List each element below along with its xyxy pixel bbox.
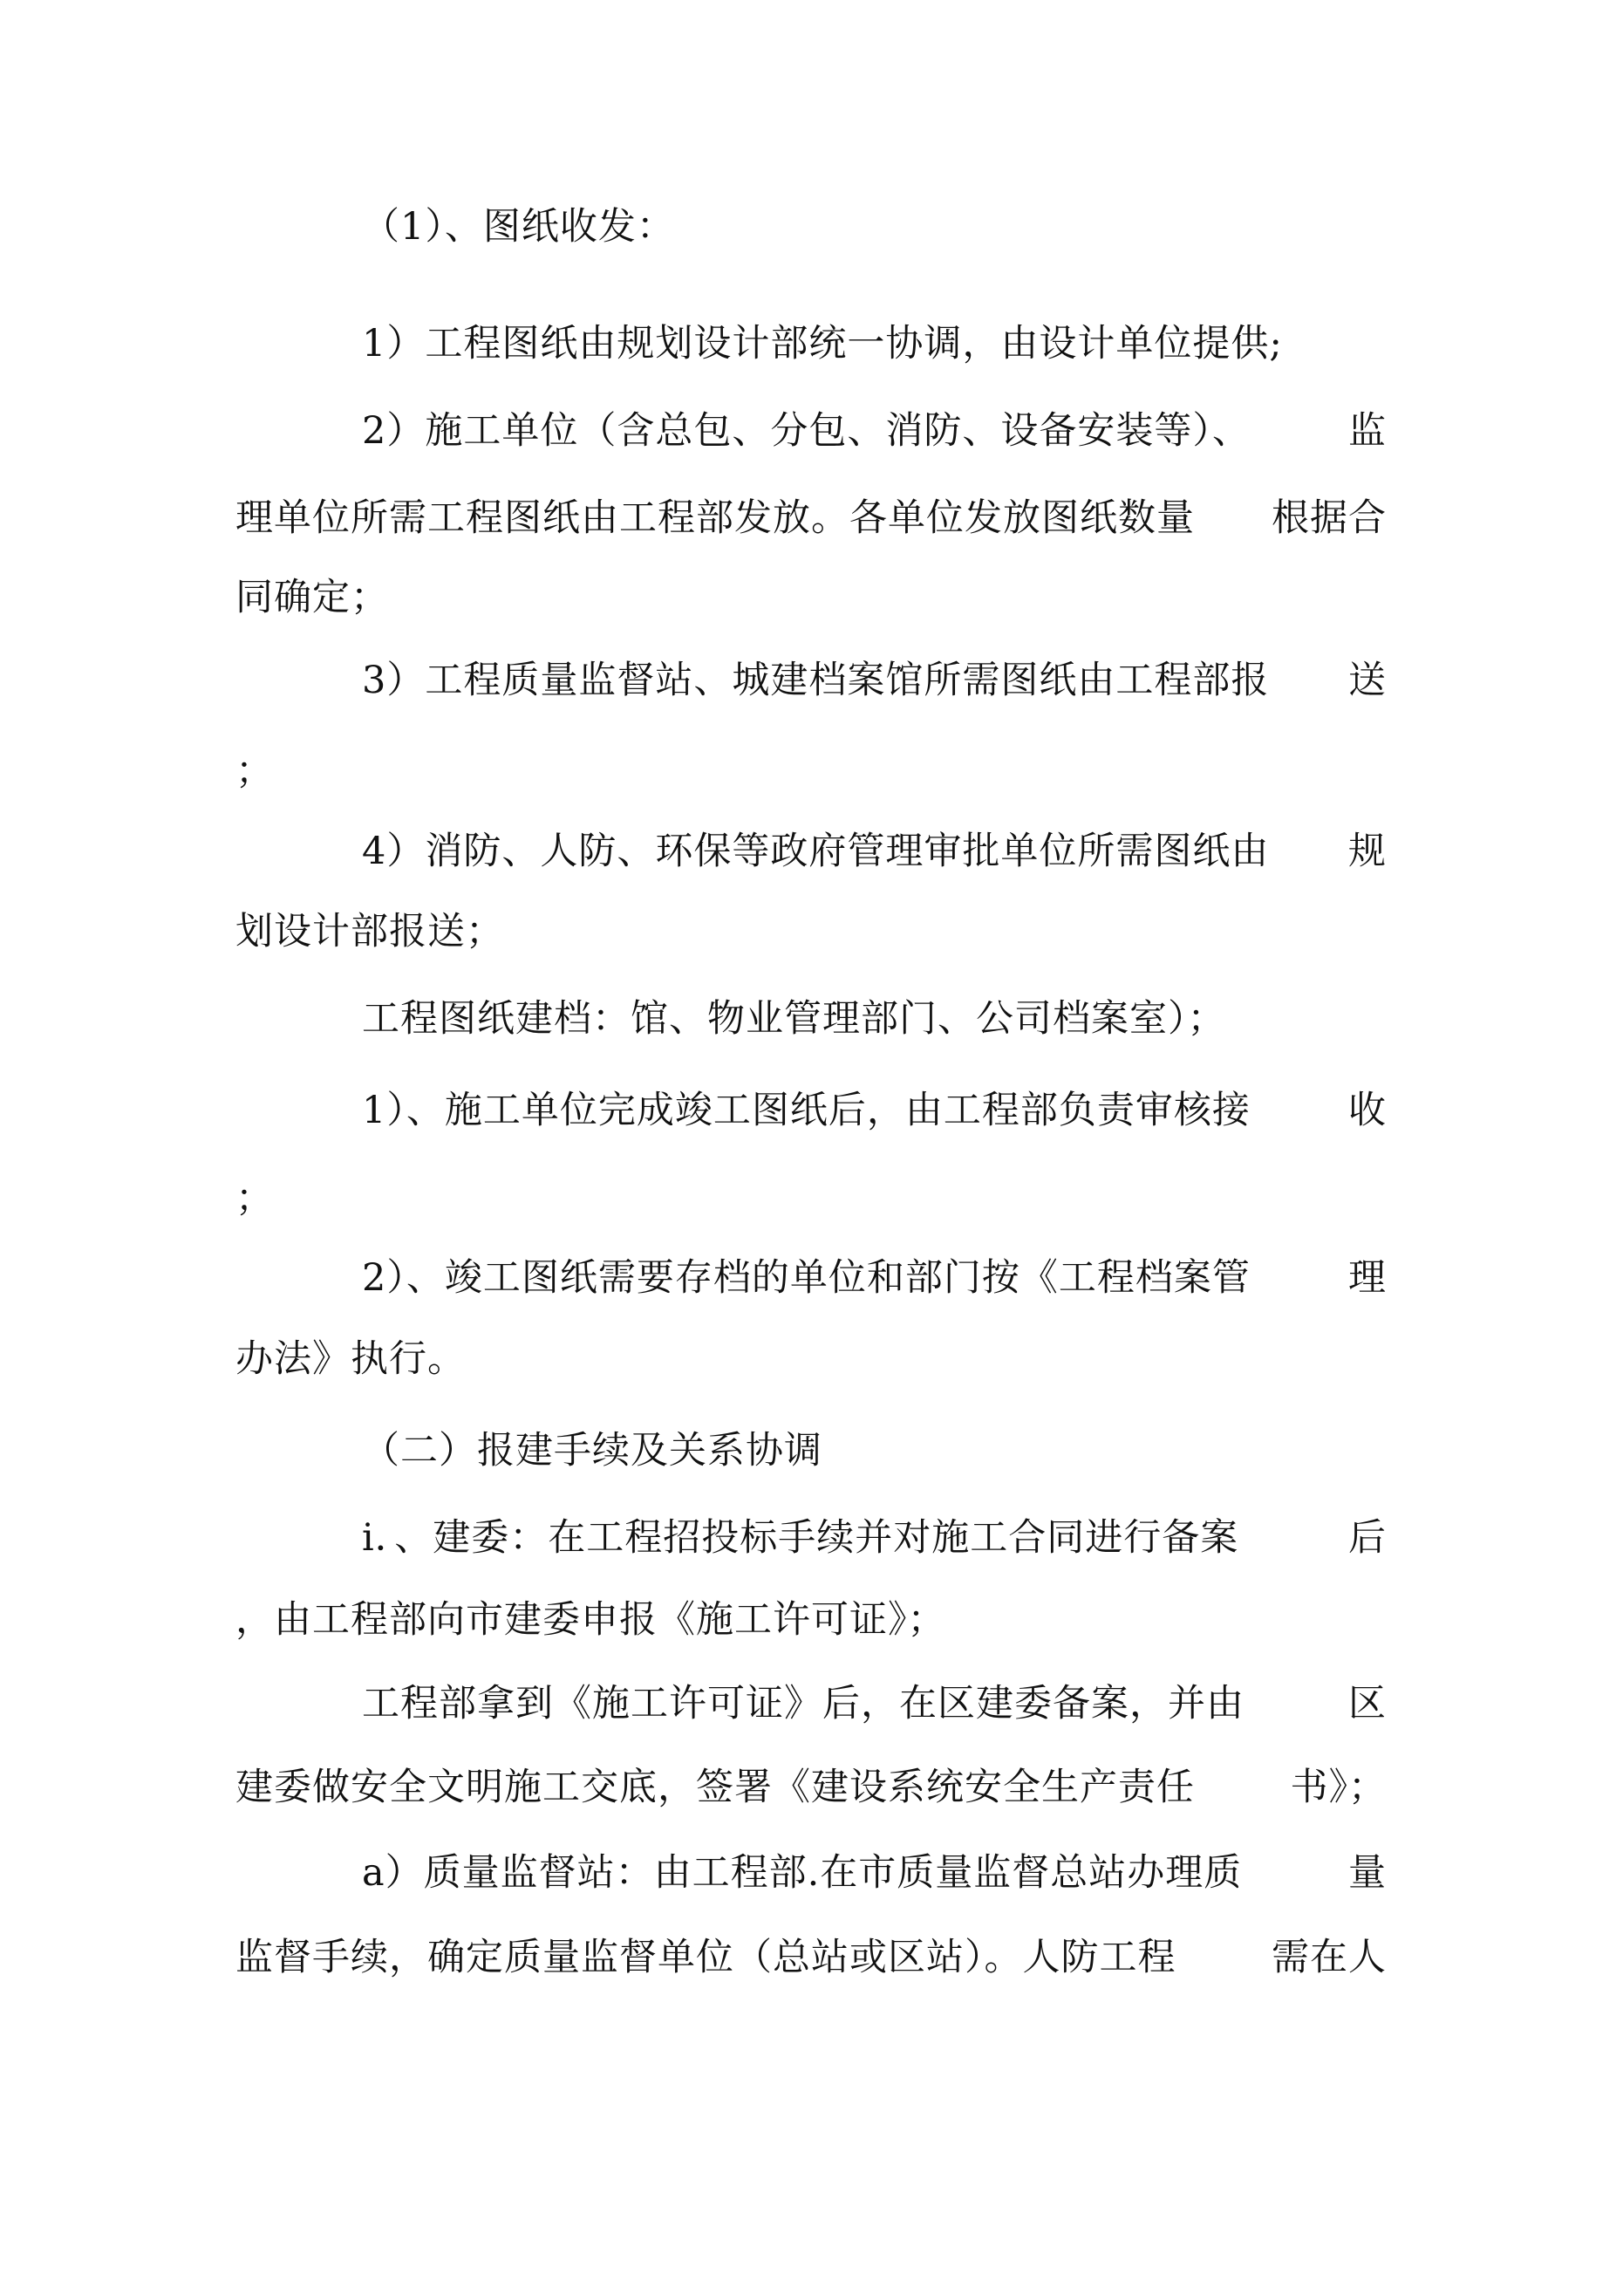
line-text: 1）、施工单位完成竣工图纸后，由工程部负责审核接	[362, 1089, 1251, 1132]
line-text: 3）工程质量监督站、城建档案馆所需图纸由工程部报	[362, 659, 1270, 702]
paragraph-line: 1）工程图纸由规划设计部统一协调，由设计单位提供;	[362, 322, 1283, 366]
paragraph-line	[362, 407, 1387, 455]
line-text: i．、建委：在工程招投标手续并对施工合同进行备案	[362, 1516, 1239, 1560]
paragraph-line	[362, 1679, 1387, 1728]
line-tail: 根据合	[1272, 496, 1387, 540]
line-tail: 送	[1348, 659, 1387, 702]
line-tail: 区	[1348, 1682, 1387, 1725]
paragraph-line	[362, 1254, 1387, 1302]
line-tail: 监	[1348, 409, 1387, 453]
line-tail: 理	[1348, 1256, 1387, 1300]
line-text: 4）消防、人防、环保等政府管理审批单位所需图纸由	[362, 830, 1270, 873]
paragraph-line: 办法》执行。	[235, 1337, 466, 1381]
section-heading-drawing-distribution: （1）、图纸收发：	[362, 205, 675, 249]
paragraph-line: 划设计部报送；	[235, 910, 504, 953]
paragraph-line	[362, 1086, 1387, 1135]
line-text: 建委做安全文明施工交底，签署《建设系统安全生产责任	[235, 1766, 1195, 1809]
paragraph-line	[235, 1763, 1387, 1812]
paragraph-line: 工程图纸建档：馆、物业管理部门、公司档案室）；	[362, 997, 1226, 1041]
paragraph-line: ；	[235, 1177, 274, 1220]
paragraph-line	[235, 494, 1387, 543]
line-tail: 后	[1348, 1516, 1387, 1560]
line-tail: 书》；	[1290, 1766, 1387, 1809]
paragraph-line: 同确定；	[235, 576, 389, 619]
line-tail: 需在人	[1272, 1936, 1387, 1979]
line-tail: 收	[1348, 1089, 1387, 1132]
line-text: 2）、竣工图纸需要存档的单位和部门按《工程档案管	[362, 1256, 1251, 1300]
section-heading-permits: （二）报建手续及关系协调	[362, 1429, 822, 1473]
line-text: a）质量监督站：由工程部.在市质量监督总站办理质	[362, 1851, 1243, 1895]
paragraph-line	[235, 1933, 1387, 1982]
line-text: 监督手续，确定质量监督单位（总站或区站）。人防工程	[235, 1936, 1176, 1979]
line-text: 理单位所需工程图纸由工程部发放。各单位发放图纸数量	[235, 496, 1195, 540]
paragraph-line	[362, 827, 1387, 876]
line-tail: 规	[1348, 830, 1387, 873]
paragraph-line: ；	[235, 749, 274, 793]
paragraph-line	[362, 1848, 1387, 1897]
paragraph-line	[362, 1514, 1387, 1562]
paragraph-line	[362, 656, 1387, 705]
line-text: 工程部拿到《施工许可证》后，在区建委备案，并由	[362, 1682, 1245, 1725]
line-text: 2）施工单位（含总包、分包、消防、设备安装等）、	[362, 409, 1251, 453]
paragraph-line: ，由工程部向市建委申报《施工许可证》；	[235, 1598, 946, 1642]
line-tail: 量	[1348, 1851, 1387, 1895]
